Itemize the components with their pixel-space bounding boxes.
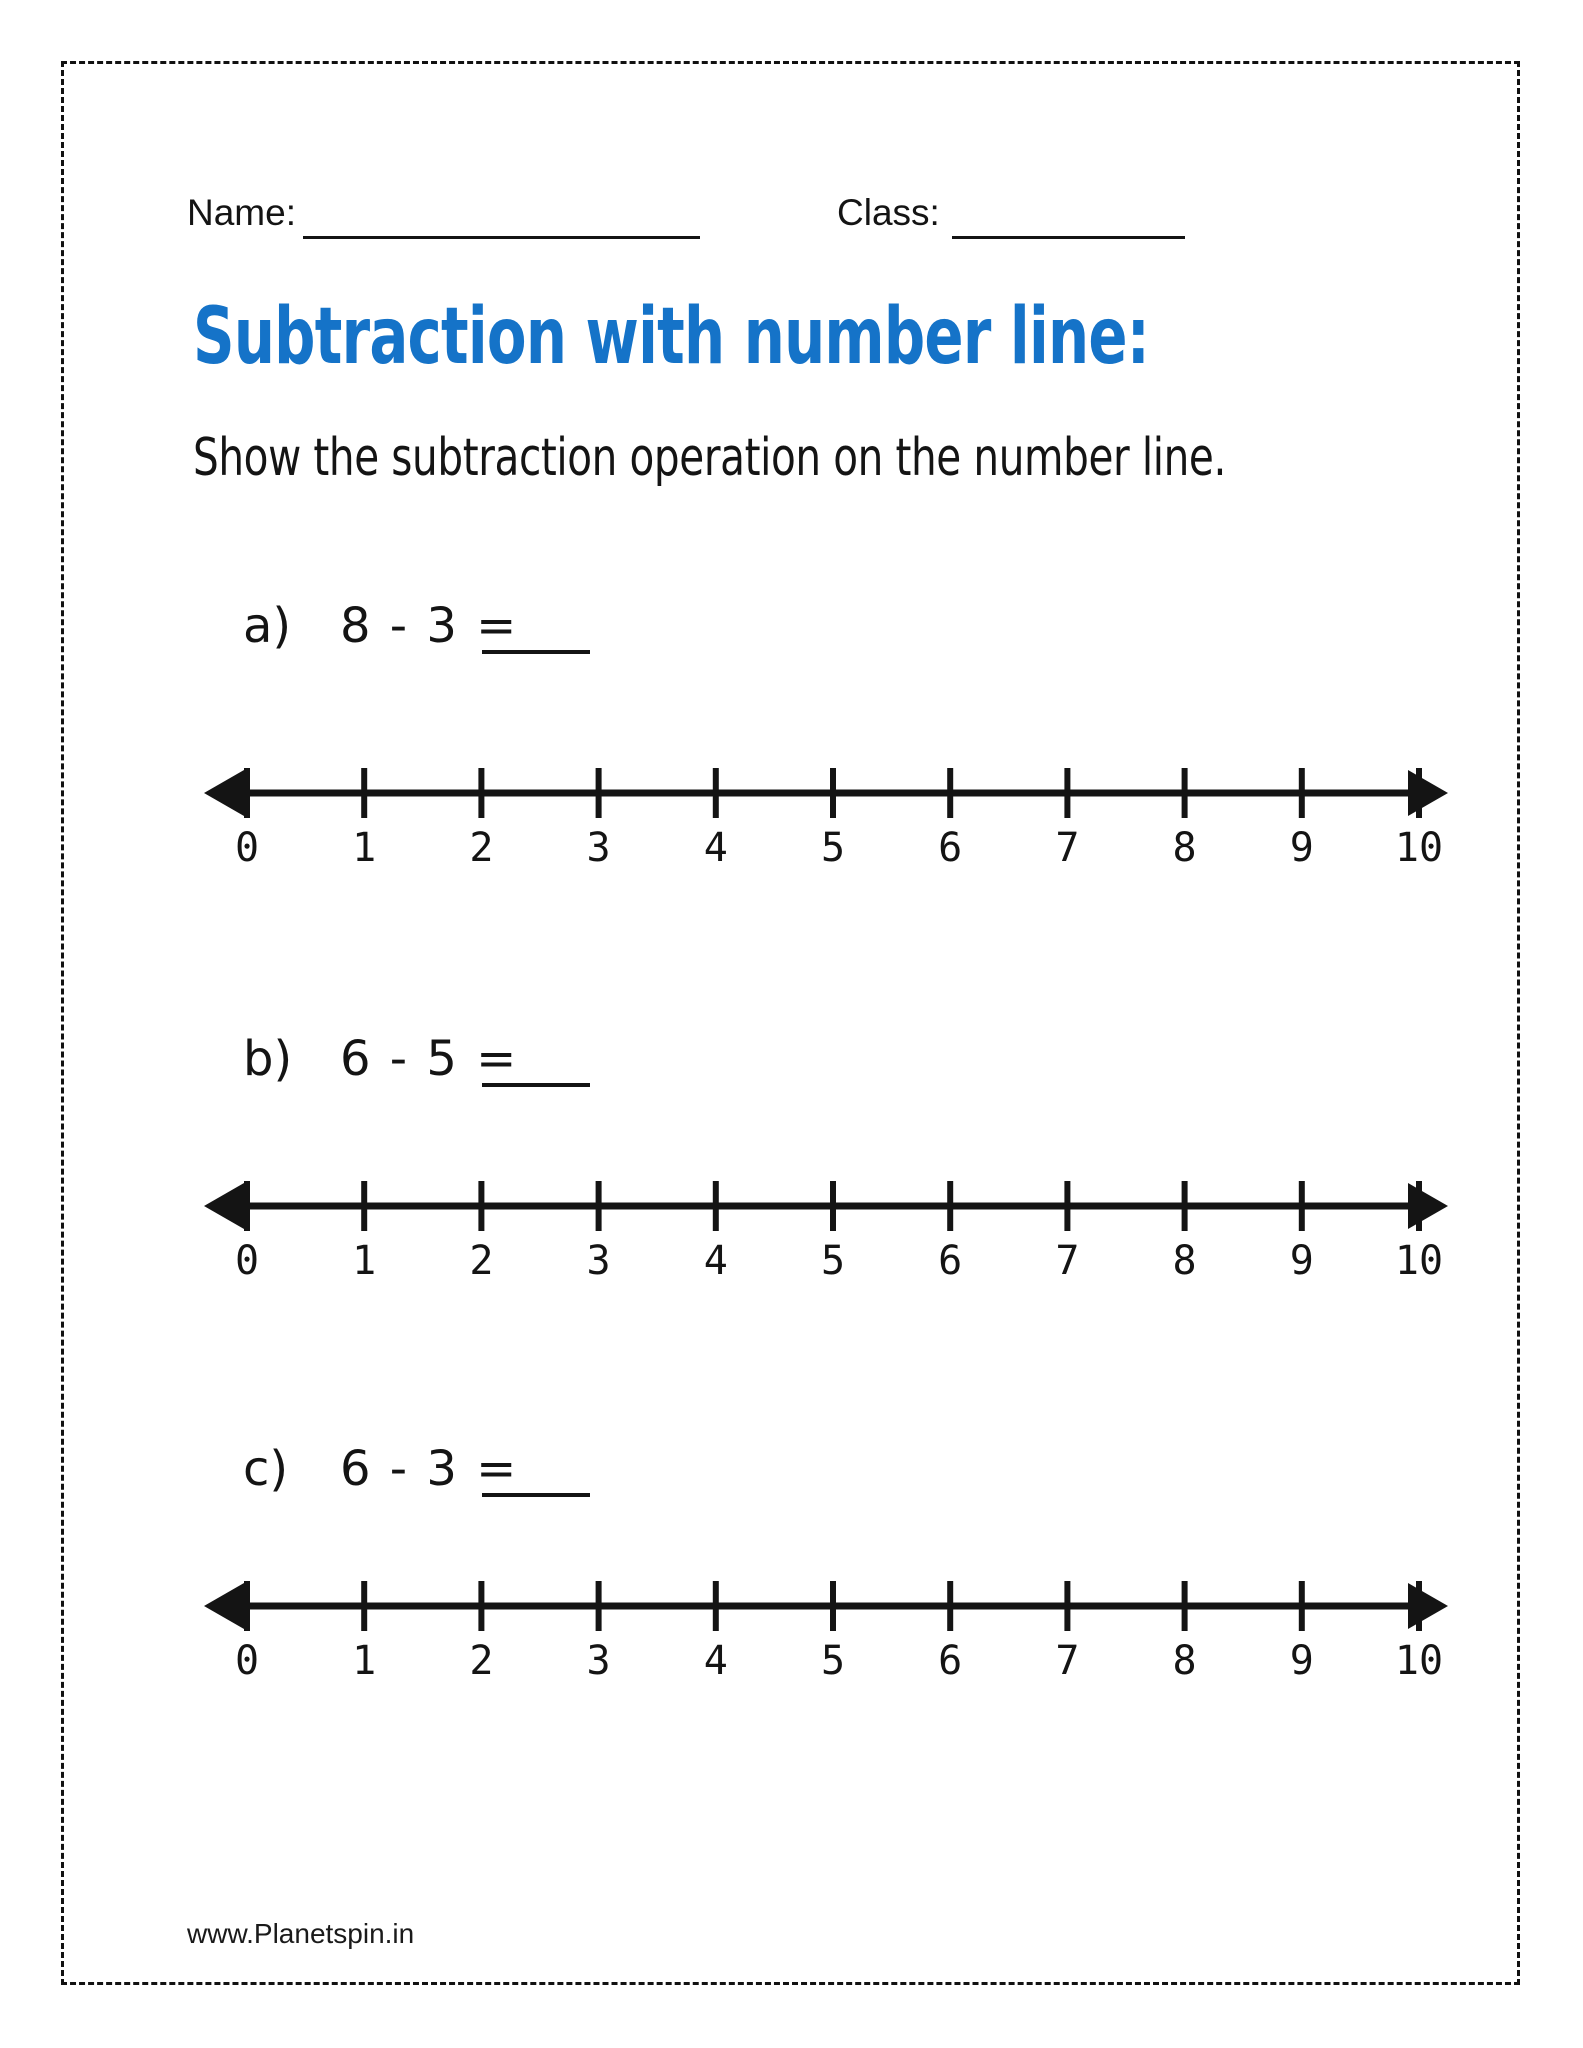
problem-b-answer-blank[interactable] (482, 1039, 590, 1087)
arrow-right-icon (1408, 1583, 1448, 1629)
tick-label: 5 (820, 825, 846, 871)
arrow-left-icon (204, 1183, 244, 1229)
footer-website: www.Planetspin.in (187, 1918, 415, 1949)
tick-label: 0 (234, 1238, 260, 1284)
problem-b-equation: 6 - 5 = (340, 1031, 519, 1087)
arrow-right-icon (1408, 770, 1448, 816)
tick-label: 10 (1394, 1638, 1444, 1684)
tick-label: 8 (1172, 825, 1197, 871)
tick-label: 6 (938, 825, 963, 871)
class-blank-line[interactable] (952, 236, 1185, 239)
arrow-right-icon (1408, 1183, 1448, 1229)
tick-label: 3 (586, 825, 611, 871)
tick-label: 8 (1172, 1638, 1197, 1684)
problem-b (0, 1031, 1583, 1101)
tick-label: 2 (469, 1238, 494, 1284)
name-label: Name: (187, 192, 296, 233)
problem-a-answer-blank[interactable] (482, 606, 590, 654)
instruction-text: Show the subtraction operation on the number line. (193, 428, 1226, 488)
problem-a-label: a) (243, 598, 292, 654)
tick-label: 7 (1055, 1238, 1080, 1284)
tick-label: 5 (820, 1238, 846, 1284)
problem-c-equation: 6 - 3 = (340, 1441, 519, 1497)
class-label: Class: (837, 192, 940, 233)
tick-label: 4 (703, 1238, 728, 1284)
tick-label: 9 (1289, 1638, 1314, 1684)
number-line-a (180, 745, 1470, 885)
tick-label: 7 (1055, 1638, 1080, 1684)
tick-label: 6 (938, 1638, 963, 1684)
tick-label: 0 (234, 825, 260, 871)
tick-label: 4 (703, 1638, 728, 1684)
page-title: Subtraction with number line: (193, 292, 1150, 382)
problem-c-answer-blank[interactable] (482, 1449, 590, 1497)
tick-label: 1 (352, 1238, 377, 1284)
problem-a-equation: 8 - 3 = (340, 598, 519, 654)
tick-label: 3 (586, 1238, 611, 1284)
tick-label: 2 (469, 825, 494, 871)
tick-label: 2 (469, 1638, 494, 1684)
tick-label: 3 (586, 1638, 611, 1684)
tick-label: 9 (1289, 1238, 1314, 1284)
problem-a (0, 598, 1583, 668)
problem-b-label: b) (243, 1031, 293, 1087)
tick-label: 10 (1394, 1238, 1444, 1284)
tick-label: 4 (703, 825, 728, 871)
number-line-b (180, 1158, 1470, 1298)
tick-label: 9 (1289, 825, 1314, 871)
tick-label: 7 (1055, 825, 1080, 871)
arrow-left-icon (204, 770, 244, 816)
number-line-svg (180, 1158, 1470, 1298)
number-line-svg (180, 745, 1470, 885)
arrow-left-icon (204, 1583, 244, 1629)
number-line-c (180, 1558, 1470, 1698)
problem-c (0, 1441, 1583, 1511)
tick-label: 1 (352, 825, 377, 871)
problem-c-label: c) (243, 1441, 289, 1497)
tick-label: 1 (352, 1638, 377, 1684)
tick-label: 6 (938, 1238, 963, 1284)
tick-label: 5 (820, 1638, 846, 1684)
tick-label: 0 (234, 1638, 260, 1684)
name-blank-line[interactable] (303, 236, 700, 239)
tick-label: 10 (1394, 825, 1444, 871)
tick-label: 8 (1172, 1238, 1197, 1284)
number-line-svg (180, 1558, 1470, 1698)
